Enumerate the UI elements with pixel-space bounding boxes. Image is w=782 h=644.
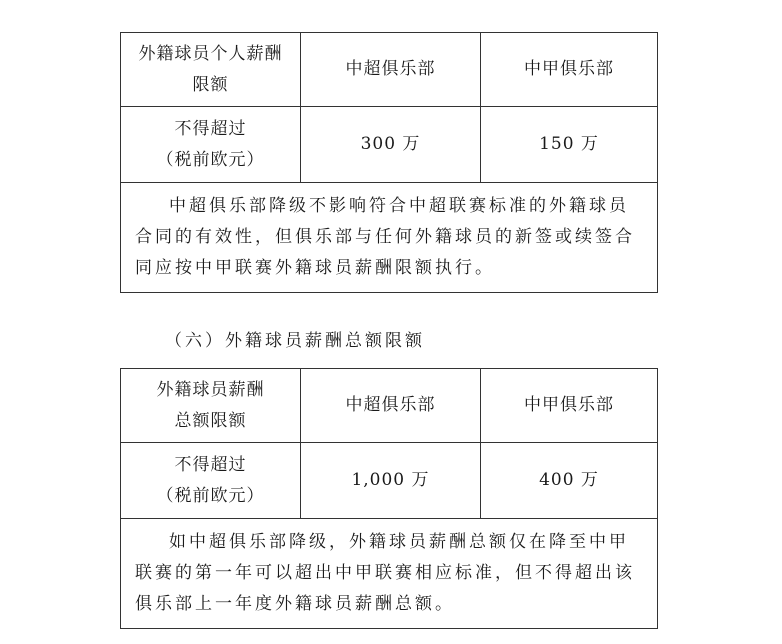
note-row: [121, 519, 658, 629]
row-label-line1: 不得超过: [174, 454, 247, 475]
value-cl1: 150 万: [481, 107, 658, 183]
header-limit-line2: 总额限额: [174, 410, 247, 431]
value-csl: 1,000 万: [301, 443, 481, 519]
row-label-line2: （税前欧元）: [156, 149, 265, 170]
note-row: [121, 183, 658, 293]
header-limit-cell: [121, 33, 301, 107]
header-limit-line1: 外籍球员个人薪酬: [138, 43, 283, 64]
relegation-total-note: 如中超俱乐部降级，外籍球员薪酬总额仅在降至中甲联赛的第一年可以超出中甲联赛相应标准，但不得超出该俱乐部上一年度外籍球员薪酬总额。: [121, 519, 658, 629]
total-salary-limit-table: [120, 368, 658, 629]
header-csl-club: 中超俱乐部: [301, 33, 481, 107]
value-csl: 300 万: [301, 107, 481, 183]
value-cl1: 400 万: [481, 443, 658, 519]
header-limit-cell: [121, 369, 301, 443]
row-label-cell: [121, 443, 301, 519]
row-label-line1: 不得超过: [174, 118, 247, 139]
row-label-line2: （税前欧元）: [156, 485, 265, 506]
header-csl-club: 中超俱乐部: [301, 369, 481, 443]
relegation-note: 中超俱乐部降级不影响符合中超联赛标准的外籍球员合同的有效性，但俱乐部与任何外籍球员的新签或续签合同应按中甲联赛外籍球员薪酬限额执行。: [121, 183, 658, 293]
row-label-cell: [121, 107, 301, 183]
table-row: [121, 443, 658, 519]
header-cl1-club: 中甲俱乐部: [481, 369, 658, 443]
individual-salary-limit-table: [120, 32, 658, 293]
header-limit-line2: 限额: [192, 74, 229, 95]
table-row: [121, 107, 658, 183]
table-header-row: [121, 33, 658, 107]
header-cl1-club: 中甲俱乐部: [481, 33, 658, 107]
table-header-row: [121, 369, 658, 443]
section-heading: （六）外籍球员薪酬总额限额: [165, 331, 425, 351]
header-limit-line1: 外籍球员薪酬: [156, 379, 265, 400]
